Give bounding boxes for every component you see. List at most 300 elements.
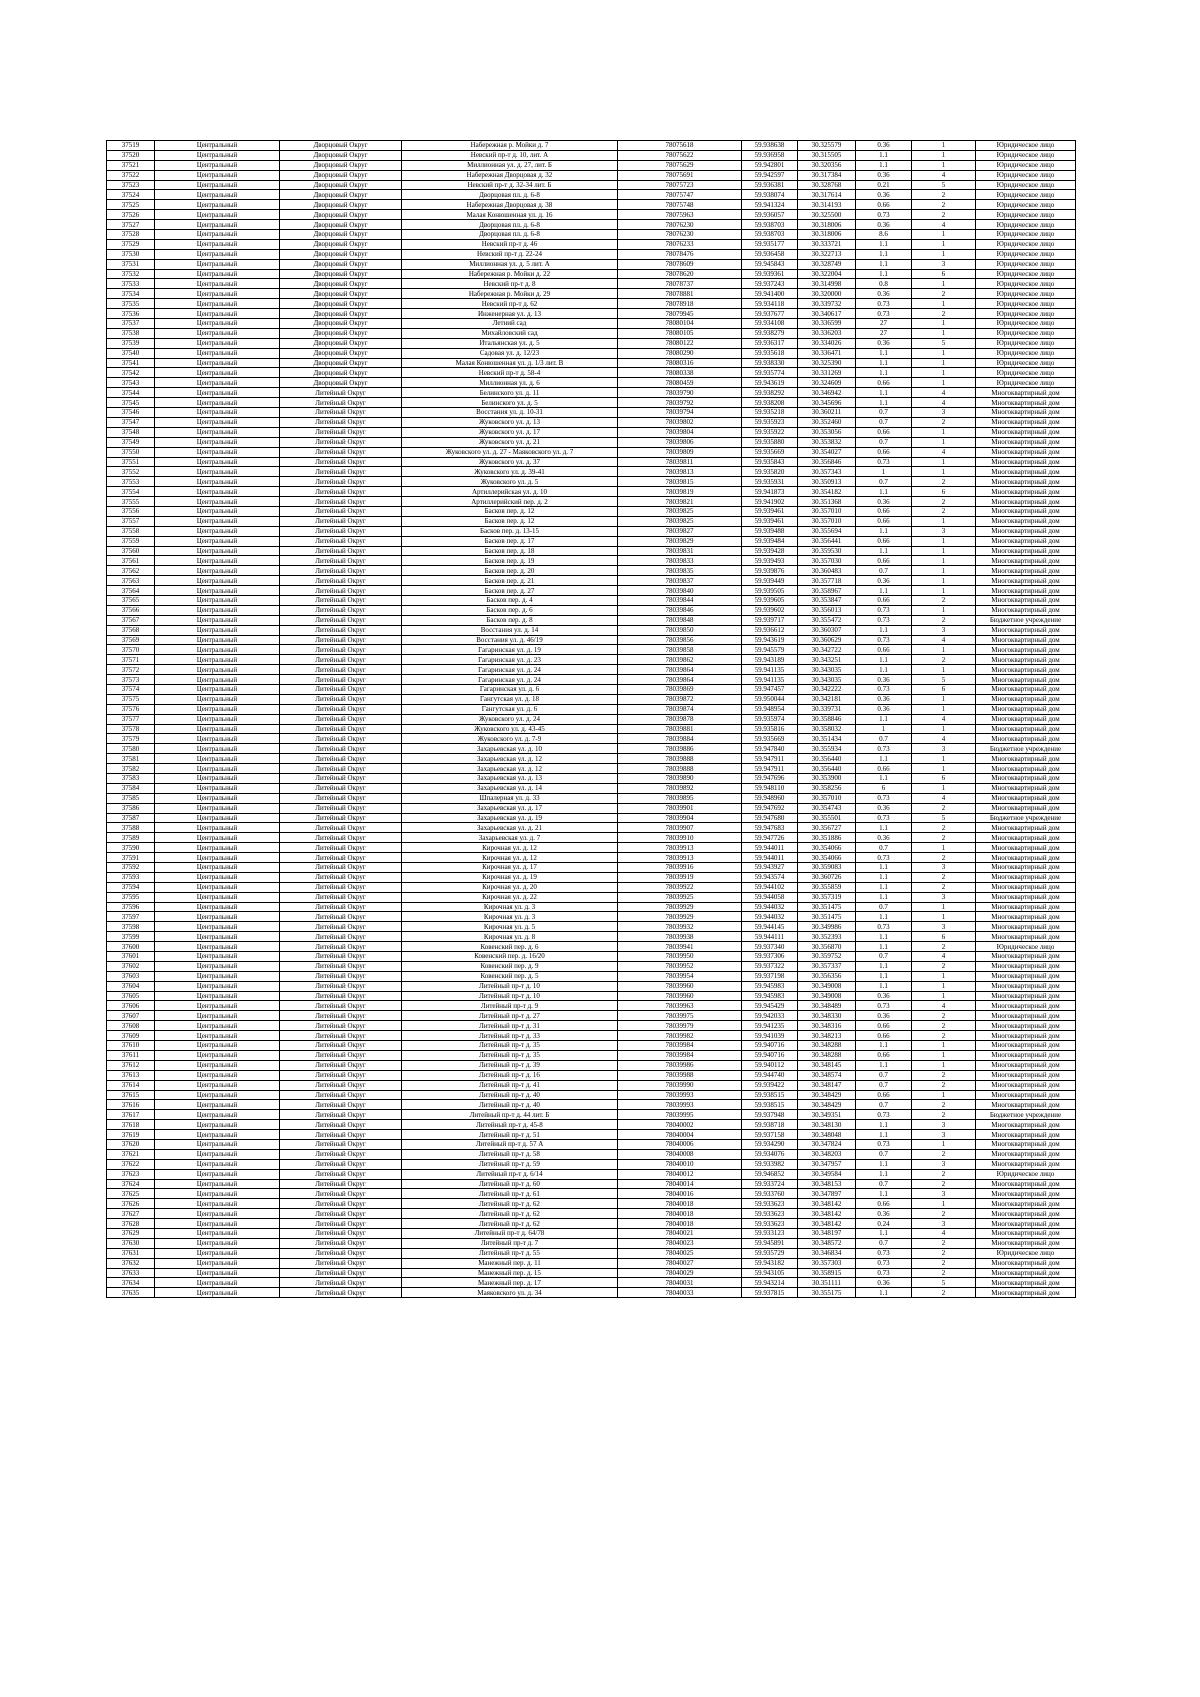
longitude-cell: 30.349584 [798, 1169, 856, 1179]
okrug-cell: Литейный Округ [280, 566, 402, 576]
district-cell: Центральный [155, 1149, 280, 1159]
code-cell: 78039835 [618, 566, 742, 576]
count-cell: 6 [912, 487, 976, 497]
district-cell: Центральный [155, 744, 280, 754]
count-cell: 2 [912, 872, 976, 882]
okrug-cell: Литейный Округ [280, 1080, 402, 1090]
type-cell: Многоквартирный дом [976, 1060, 1076, 1070]
address-cell: Литейный пр-т д. 35 [402, 1041, 618, 1051]
district-cell: Центральный [155, 734, 280, 744]
okrug-cell: Дворцовый Округ [280, 299, 402, 309]
type-cell: Многоквартирный дом [976, 912, 1076, 922]
code-cell: 78040027 [618, 1258, 742, 1268]
latitude-cell: 59.935729 [742, 1248, 798, 1258]
district-cell: Центральный [155, 684, 280, 694]
type-cell: Бюджетное учреждение [976, 744, 1076, 754]
count-cell: 2 [912, 615, 976, 625]
type-cell: Юридическое лицо [976, 259, 1076, 269]
district-cell: Центральный [155, 863, 280, 873]
type-cell: Многоквартирный дом [976, 675, 1076, 685]
table-row [107, 991, 1076, 1001]
value-cell: 1.1 [856, 160, 912, 170]
address-cell: Кирочная ул. д. 22 [402, 892, 618, 902]
code-cell: 78078918 [618, 299, 742, 309]
table-row [107, 1001, 1076, 1011]
count-cell: 4 [912, 952, 976, 962]
district-cell: Центральный [155, 516, 280, 526]
longitude-cell: 30.353056 [798, 427, 856, 437]
type-cell: Многоквартирный дом [976, 1011, 1076, 1021]
value-cell: 1.1 [856, 1189, 912, 1199]
code-cell: 78039819 [618, 487, 742, 497]
longitude-cell: 30.343035 [798, 675, 856, 685]
district-cell: Центральный [155, 160, 280, 170]
count-cell: 1 [912, 1050, 976, 1060]
code-cell: 78039984 [618, 1041, 742, 1051]
address-cell: Невский пр-т д. 58-4 [402, 368, 618, 378]
count-cell: 6 [912, 269, 976, 279]
count-cell: 6 [912, 774, 976, 784]
table-row [107, 833, 1076, 843]
code-cell: 78040008 [618, 1149, 742, 1159]
district-cell: Центральный [155, 1130, 280, 1140]
longitude-cell: 30.342222 [798, 684, 856, 694]
row-id-cell: 37543 [107, 378, 155, 388]
latitude-cell: 59.943619 [742, 635, 798, 645]
value-cell: 0.36 [856, 170, 912, 180]
okrug-cell: Литейный Округ [280, 516, 402, 526]
okrug-cell: Литейный Округ [280, 417, 402, 427]
value-cell: 0.36 [856, 833, 912, 843]
value-cell: 0.36 [856, 1209, 912, 1219]
count-cell: 4 [912, 1228, 976, 1238]
row-id-cell: 37580 [107, 744, 155, 754]
type-cell: Многоквартирный дом [976, 833, 1076, 843]
address-cell: Басков пер. д. 27 [402, 586, 618, 596]
okrug-cell: Литейный Округ [280, 843, 402, 853]
code-cell: 78040014 [618, 1179, 742, 1189]
district-cell: Центральный [155, 1238, 280, 1248]
type-cell: Многоквартирный дом [976, 724, 1076, 734]
value-cell: 0.66 [856, 1090, 912, 1100]
latitude-cell: 59.933623 [742, 1199, 798, 1209]
longitude-cell: 30.358967 [798, 586, 856, 596]
latitude-cell: 59.938292 [742, 388, 798, 398]
value-cell: 1.1 [856, 1159, 912, 1169]
row-id-cell: 37599 [107, 932, 155, 942]
count-cell: 1 [912, 902, 976, 912]
count-cell: 2 [912, 595, 976, 605]
longitude-cell: 30.360483 [798, 566, 856, 576]
row-id-cell: 37577 [107, 714, 155, 724]
longitude-cell: 30.354066 [798, 853, 856, 863]
table-row [107, 882, 1076, 892]
row-id-cell: 37525 [107, 200, 155, 210]
district-cell: Центральный [155, 605, 280, 615]
value-cell: 1.1 [856, 259, 912, 269]
longitude-cell: 30.325500 [798, 210, 856, 220]
type-cell: Многоквартирный дом [976, 388, 1076, 398]
district-cell: Центральный [155, 833, 280, 843]
code-cell: 78039874 [618, 704, 742, 714]
latitude-cell: 59.945429 [742, 1001, 798, 1011]
longitude-cell: 30.353847 [798, 595, 856, 605]
table-row [107, 665, 1076, 675]
district-cell: Центральный [155, 1041, 280, 1051]
longitude-cell: 30.358846 [798, 714, 856, 724]
district-cell: Центральный [155, 645, 280, 655]
type-cell: Многоквартирный дом [976, 981, 1076, 991]
value-cell: 0.66 [856, 427, 912, 437]
value-cell: 1.1 [856, 546, 912, 556]
address-cell: Жуковского ул. д. 7-9 [402, 734, 618, 744]
latitude-cell: 59.939484 [742, 536, 798, 546]
latitude-cell: 59.940112 [742, 1060, 798, 1070]
code-cell: 78075629 [618, 160, 742, 170]
district-cell: Центральный [155, 595, 280, 605]
district-cell: Центральный [155, 1031, 280, 1041]
value-cell: 0.7 [856, 902, 912, 912]
value-cell: 0.36 [856, 1011, 912, 1021]
table-row [107, 516, 1076, 526]
code-cell: 78039960 [618, 981, 742, 991]
row-id-cell: 37603 [107, 971, 155, 981]
type-cell: Многоквартирный дом [976, 398, 1076, 408]
district-cell: Центральный [155, 249, 280, 259]
district-cell: Центральный [155, 259, 280, 269]
count-cell: 2 [912, 1179, 976, 1189]
district-cell: Центральный [155, 388, 280, 398]
type-cell: Многоквартирный дом [976, 1041, 1076, 1051]
code-cell: 78039925 [618, 892, 742, 902]
code-cell: 78039862 [618, 655, 742, 665]
value-cell: 0.36 [856, 1278, 912, 1288]
longitude-cell: 30.354066 [798, 843, 856, 853]
row-id-cell: 37551 [107, 457, 155, 467]
address-cell: Литейный пр-т д. 16 [402, 1070, 618, 1080]
type-cell: Многоквартирный дом [976, 1258, 1076, 1268]
code-cell: 78039950 [618, 952, 742, 962]
district-cell: Центральный [155, 615, 280, 625]
code-cell: 78039993 [618, 1100, 742, 1110]
code-cell: 78039922 [618, 882, 742, 892]
type-cell: Многоквартирный дом [976, 1120, 1076, 1130]
longitude-cell: 30.348145 [798, 1060, 856, 1070]
value-cell: 0.73 [856, 605, 912, 615]
table-row [107, 694, 1076, 704]
latitude-cell: 59.938330 [742, 358, 798, 368]
value-cell: 1.1 [856, 714, 912, 724]
count-cell: 5 [912, 180, 976, 190]
latitude-cell: 59.933724 [742, 1179, 798, 1189]
address-cell: Невский пр-т д. 22-24 [402, 249, 618, 259]
type-cell: Многоквартирный дом [976, 882, 1076, 892]
longitude-cell: 30.357337 [798, 961, 856, 971]
latitude-cell: 59.935922 [742, 427, 798, 437]
latitude-cell: 59.934108 [742, 319, 798, 329]
value-cell: 1.1 [856, 823, 912, 833]
longitude-cell: 30.359752 [798, 952, 856, 962]
address-cell: Кирочная ул. д. 17 [402, 863, 618, 873]
okrug-cell: Литейный Округ [280, 754, 402, 764]
okrug-cell: Литейный Округ [280, 576, 402, 586]
count-cell: 1 [912, 1090, 976, 1100]
count-cell: 1 [912, 971, 976, 981]
district-cell: Центральный [155, 774, 280, 784]
value-cell: 0.73 [856, 635, 912, 645]
okrug-cell: Литейный Округ [280, 655, 402, 665]
table-row [107, 783, 1076, 793]
address-cell: Захарьевская ул. д. 13 [402, 774, 618, 784]
count-cell: 1 [912, 556, 976, 566]
district-cell: Центральный [155, 803, 280, 813]
type-cell: Многоквартирный дом [976, 1199, 1076, 1209]
address-cell: Малая Конюшенная ул. д. 16 [402, 210, 618, 220]
type-cell: Юридическое лицо [976, 249, 1076, 259]
address-cell: Восстания ул. д. 46/19 [402, 635, 618, 645]
row-id-cell: 37624 [107, 1179, 155, 1189]
value-cell: 1.1 [856, 1228, 912, 1238]
code-cell: 78040004 [618, 1130, 742, 1140]
code-cell: 78039850 [618, 625, 742, 635]
okrug-cell: Литейный Округ [280, 803, 402, 813]
count-cell: 1 [912, 516, 976, 526]
row-id-cell: 37610 [107, 1041, 155, 1051]
type-cell: Многоквартирный дом [976, 892, 1076, 902]
address-cell: Захарьевская ул. д. 12 [402, 764, 618, 774]
code-cell: 78075618 [618, 141, 742, 151]
address-cell: Набережная р. Мойки д. 22 [402, 269, 618, 279]
okrug-cell: Литейный Округ [280, 645, 402, 655]
type-cell: Многоквартирный дом [976, 684, 1076, 694]
row-id-cell: 37548 [107, 427, 155, 437]
value-cell: 0.66 [856, 536, 912, 546]
code-cell: 78040021 [618, 1228, 742, 1238]
value-cell: 1.1 [856, 971, 912, 981]
code-cell: 78039829 [618, 536, 742, 546]
count-cell: 4 [912, 170, 976, 180]
address-cell: Восстания ул. д. 14 [402, 625, 618, 635]
type-cell: Многоквартирный дом [976, 516, 1076, 526]
district-cell: Центральный [155, 437, 280, 447]
value-cell: 0.24 [856, 1219, 912, 1229]
longitude-cell: 30.357010 [798, 506, 856, 516]
okrug-cell: Литейный Округ [280, 932, 402, 942]
value-cell: 0.73 [856, 1139, 912, 1149]
count-cell: 1 [912, 694, 976, 704]
latitude-cell: 59.941873 [742, 487, 798, 497]
code-cell: 78078737 [618, 279, 742, 289]
table-row [107, 1021, 1076, 1031]
latitude-cell: 59.944032 [742, 912, 798, 922]
district-cell: Центральный [155, 1060, 280, 1070]
code-cell: 78039864 [618, 675, 742, 685]
district-cell: Центральный [155, 1070, 280, 1080]
district-cell: Центральный [155, 1278, 280, 1288]
code-cell: 78039986 [618, 1060, 742, 1070]
code-cell: 78039890 [618, 774, 742, 784]
row-id-cell: 37623 [107, 1169, 155, 1179]
district-cell: Центральный [155, 942, 280, 952]
code-cell: 78039963 [618, 1001, 742, 1011]
code-cell: 78040018 [618, 1209, 742, 1219]
count-cell: 1 [912, 427, 976, 437]
count-cell: 2 [912, 1031, 976, 1041]
type-cell: Многоквартирный дом [976, 764, 1076, 774]
address-cell: Кирочная ул. д. 12 [402, 853, 618, 863]
value-cell: 0.36 [856, 694, 912, 704]
district-cell: Центральный [155, 1080, 280, 1090]
address-cell: Литейный пр-т д. 44 лит. Б [402, 1110, 618, 1120]
code-cell: 78039929 [618, 902, 742, 912]
row-id-cell: 37582 [107, 764, 155, 774]
table-row [107, 1258, 1076, 1268]
address-cell: Маяковского ул. д. 34 [402, 1288, 618, 1298]
type-cell: Многоквартирный дом [976, 1238, 1076, 1248]
okrug-cell: Литейный Округ [280, 536, 402, 546]
type-cell: Многоквартирный дом [976, 506, 1076, 516]
table-row [107, 398, 1076, 408]
address-cell: Литейный пр-т д. 60 [402, 1179, 618, 1189]
district-cell: Центральный [155, 922, 280, 932]
latitude-cell: 59.941902 [742, 497, 798, 507]
value-cell: 1.1 [856, 586, 912, 596]
type-cell: Многоквартирный дом [976, 1100, 1076, 1110]
type-cell: Многоквартирный дом [976, 645, 1076, 655]
okrug-cell: Литейный Округ [280, 1139, 402, 1149]
type-cell: Многоквартирный дом [976, 655, 1076, 665]
address-cell: Литейный пр-т д. 64/78 [402, 1228, 618, 1238]
latitude-cell: 59.937158 [742, 1130, 798, 1140]
okrug-cell: Дворцовый Округ [280, 230, 402, 240]
longitude-cell: 30.328749 [798, 259, 856, 269]
count-cell: 1 [912, 279, 976, 289]
code-cell: 78040023 [618, 1238, 742, 1248]
longitude-cell: 30.314193 [798, 200, 856, 210]
district-cell: Центральный [155, 1209, 280, 1219]
table-row [107, 427, 1076, 437]
okrug-cell: Литейный Округ [280, 981, 402, 991]
value-cell: 0.66 [856, 764, 912, 774]
count-cell: 1 [912, 912, 976, 922]
longitude-cell: 30.355694 [798, 526, 856, 536]
type-cell: Юридическое лицо [976, 220, 1076, 230]
latitude-cell: 59.939717 [742, 615, 798, 625]
value-cell: 0.7 [856, 566, 912, 576]
count-cell: 3 [912, 1159, 976, 1169]
okrug-cell: Литейный Округ [280, 546, 402, 556]
type-cell: Многоквартирный дом [976, 487, 1076, 497]
okrug-cell: Литейный Округ [280, 1110, 402, 1120]
latitude-cell: 59.934076 [742, 1149, 798, 1159]
longitude-cell: 30.359530 [798, 546, 856, 556]
longitude-cell: 30.339731 [798, 704, 856, 714]
latitude-cell: 59.945579 [742, 645, 798, 655]
value-cell: 0.66 [856, 1050, 912, 1060]
type-cell: Юридическое лицо [976, 299, 1076, 309]
address-cell: Невский пр-т д. 46 [402, 239, 618, 249]
address-cell: Басков пер. д. 12 [402, 516, 618, 526]
row-id-cell: 37532 [107, 269, 155, 279]
row-id-cell: 37558 [107, 526, 155, 536]
table-row [107, 635, 1076, 645]
longitude-cell: 30.352393 [798, 932, 856, 942]
count-cell: 2 [912, 497, 976, 507]
okrug-cell: Литейный Округ [280, 764, 402, 774]
district-cell: Центральный [155, 1179, 280, 1189]
longitude-cell: 30.348147 [798, 1080, 856, 1090]
latitude-cell: 59.945983 [742, 981, 798, 991]
longitude-cell: 30.352460 [798, 417, 856, 427]
address-cell: Кирочная ул. д. 3 [402, 912, 618, 922]
okrug-cell: Литейный Округ [280, 408, 402, 418]
district-cell: Центральный [155, 952, 280, 962]
count-cell: 2 [912, 882, 976, 892]
district-cell: Центральный [155, 338, 280, 348]
code-cell: 78039806 [618, 437, 742, 447]
table-row [107, 1130, 1076, 1140]
row-id-cell: 37618 [107, 1120, 155, 1130]
longitude-cell: 30.348429 [798, 1100, 856, 1110]
row-id-cell: 37556 [107, 506, 155, 516]
count-cell: 1 [912, 239, 976, 249]
count-cell: 4 [912, 447, 976, 457]
row-id-cell: 37627 [107, 1209, 155, 1219]
okrug-cell: Литейный Округ [280, 388, 402, 398]
type-cell: Многоквартирный дом [976, 1149, 1076, 1159]
longitude-cell: 30.348330 [798, 1011, 856, 1021]
latitude-cell: 59.937340 [742, 942, 798, 952]
type-cell: Многоквартирный дом [976, 922, 1076, 932]
row-id-cell: 37602 [107, 961, 155, 971]
row-id-cell: 37520 [107, 150, 155, 160]
address-cell: Невский пр-т д. 62 [402, 299, 618, 309]
table-row [107, 1238, 1076, 1248]
latitude-cell: 59.947726 [742, 833, 798, 843]
okrug-cell: Литейный Округ [280, 605, 402, 615]
value-cell: 0.7 [856, 734, 912, 744]
row-id-cell: 37519 [107, 141, 155, 151]
code-cell: 78039938 [618, 932, 742, 942]
type-cell: Многоквартирный дом [976, 556, 1076, 566]
table-row [107, 912, 1076, 922]
latitude-cell: 59.935816 [742, 724, 798, 734]
type-cell: Юридическое лицо [976, 348, 1076, 358]
value-cell: 1.1 [856, 1288, 912, 1298]
type-cell: Юридическое лицо [976, 1169, 1076, 1179]
count-cell: 2 [912, 961, 976, 971]
value-cell: 0.73 [856, 813, 912, 823]
okrug-cell: Литейный Округ [280, 734, 402, 744]
value-cell: 1.1 [856, 1120, 912, 1130]
table-row [107, 150, 1076, 160]
table-row [107, 981, 1076, 991]
value-cell: 1.1 [856, 348, 912, 358]
table-row [107, 1050, 1076, 1060]
longitude-cell: 30.355472 [798, 615, 856, 625]
table-row [107, 625, 1076, 635]
row-id-cell: 37575 [107, 694, 155, 704]
table-row [107, 932, 1076, 942]
district-cell: Центральный [155, 378, 280, 388]
code-cell: 78039910 [618, 833, 742, 843]
table-row [107, 1041, 1076, 1051]
address-cell: Литейный пр-т д. 59 [402, 1159, 618, 1169]
latitude-cell: 59.938074 [742, 190, 798, 200]
table-row [107, 309, 1076, 319]
latitude-cell: 59.936381 [742, 180, 798, 190]
count-cell: 5 [912, 675, 976, 685]
